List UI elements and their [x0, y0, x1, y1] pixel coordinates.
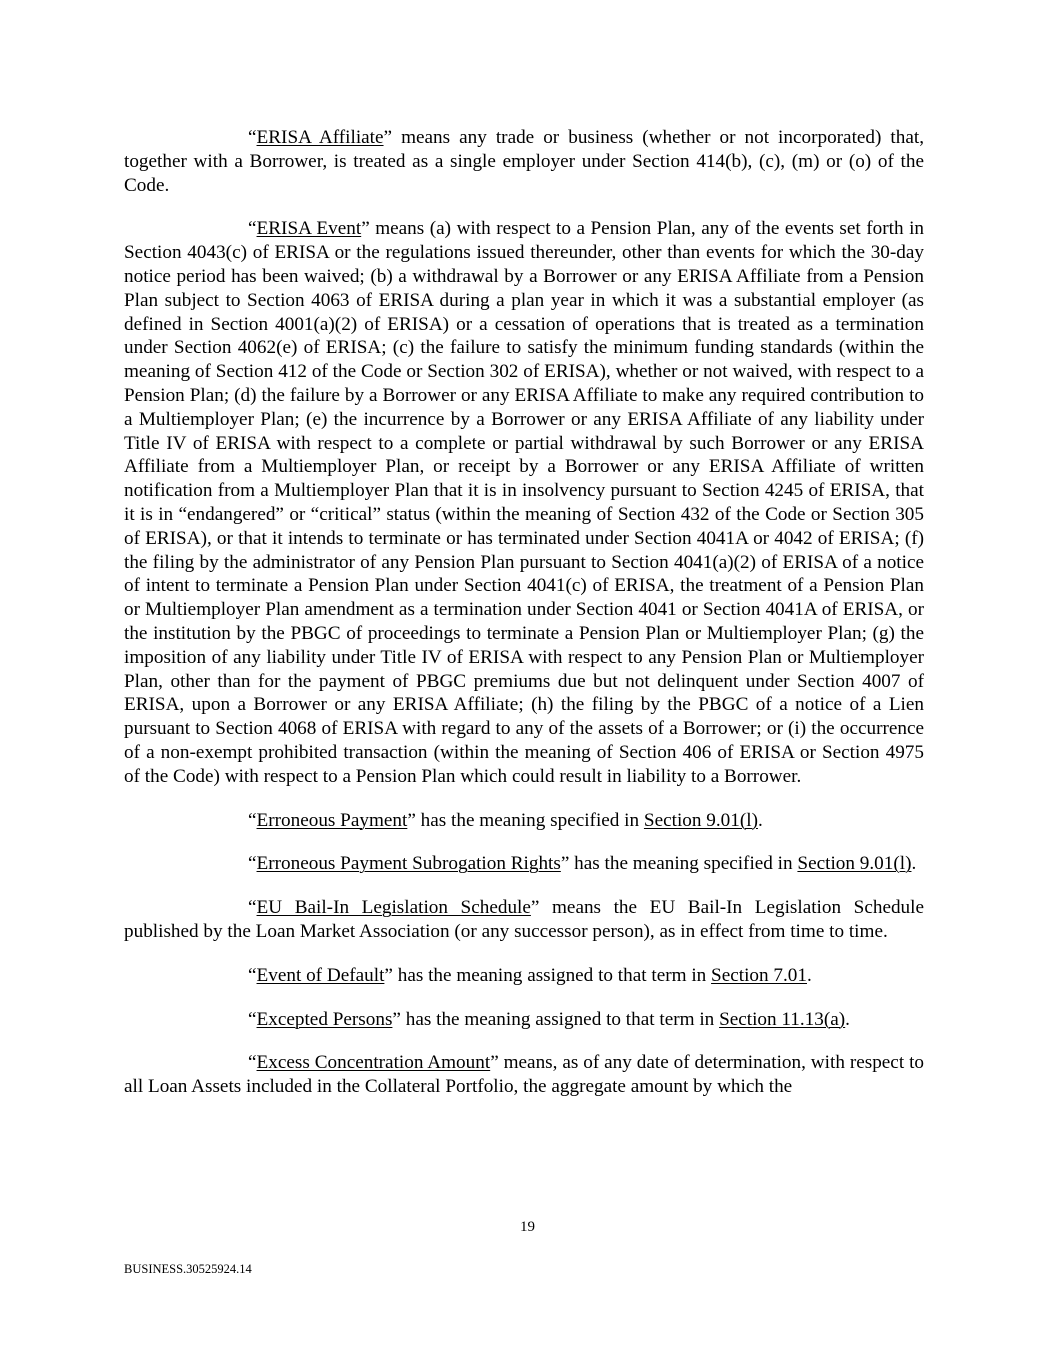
- definition-text: ” means any trade or business (whether or not incorporated) that, together with a Borrower, is treated as a single employer under Section 414(b), (c), (m) or (o) of the Code.: [124, 127, 924, 196]
- definition-text-end: .: [806, 964, 812, 986]
- defined-term: Excepted Persons: [256, 1008, 393, 1030]
- definition-text: ” has the meaning assigned to that term in: [384, 964, 712, 986]
- document-id: BUSINESS.30525924.14: [124, 1262, 252, 1276]
- page-number: 19: [520, 1219, 535, 1235]
- definition-erroneous-payment: “Erroneous Payment” has the meaning specified in Section 9.01(l).: [248, 809, 763, 831]
- definition-erisa-affiliate: “ERISA Affiliate” means any trade or business (whether or not incorporated) that, together with a Borrower, is treated as a single employer under Section 414(b), (c), (m) or (o) of the Code.: [124, 127, 924, 196]
- definition-text: ” has the meaning specified in: [407, 809, 644, 831]
- defined-term: Event of Default: [256, 964, 385, 986]
- definition-text-end: .: [845, 1008, 850, 1030]
- definition-erroneous-payment-subrogation-rights: “Erroneous Payment Subrogation Rights” has the meaning specified in Section 9.01(l).: [248, 853, 917, 875]
- section-reference: Section 7.01: [711, 964, 807, 986]
- definition-excess-concentration-amount: “Excess Concentration Amount” means, as of any date of determination, with respect to all Loan Assets included in the Collateral Portfolio, the aggregate amount by which the: [124, 1052, 924, 1098]
- definition-text: ” means the EU Bail-In Legislation Schedule published by the Loan Market Association (or any successor person), as in effect from time to time.: [124, 897, 924, 942]
- defined-term: ERISA Affiliate: [256, 127, 384, 148]
- defined-term: Erroneous Payment: [256, 809, 408, 831]
- defined-term: Erroneous Payment Subrogation Rights: [256, 853, 561, 875]
- definition-text: ” has the meaning assigned to that term in: [392, 1008, 720, 1030]
- definition-text: ” has the meaning specified in: [560, 853, 798, 875]
- definition-erisa-event: “ERISA Event” means (a) with respect to a Pension Plan, any of the events set forth in Section 4043(c) of ERISA or the regulations issued thereunder, other than events for which the 30-day notice period has been waived; (b) a withdrawal by a Borrower or any ERISA Affiliate from a Pension Plan subject to Section 4063 of ERISA during a plan year in which it was a substantial employer (as defined in Section 4001(a)(2) of ERISA) or a cessation of operations that is treated as a termination under Section 4062(e) of ERISA; (c) the failure to satisfy the minimum funding standards (within the meaning of Section 412 of the Code or Section 302 of ERISA), whether or not waived, with respect to a Pension Plan; (d) the failure by a Borrower or any ERISA Affiliate to make any required contribution to a Multiemployer Plan; (e) the incurrence by a Borrower or any ERISA Affiliate of any liability under Title IV of ERISA with respect to a complete or partial withdrawal by such Borrower or any ERISA Affiliate from a Multiemployer Plan, or receipt by a Borrower or any ERISA Affiliate of written notification from a Multiemployer Plan that it is in insolvency pursuant to Section 4245 of ERISA, that it is in “endangered” or “critical” status (within the meaning of Section 432 of the Code or Section 305 of ERISA), or that it intends to terminate or has terminated under Section 4041A or 4042 of ERISA; (f) the filing by the administrator of any Pension Plan pursuant to Section 4041(a)(2) of ERISA of a notice of intent to terminate a Pension Plan under Section 4041(c) of ERISA, the treatment of a Pension Plan or Multiemployer Plan amendment as a termination under Section 4041 or Section 4041A of ERISA, or the institution by the PBGC of proceedings to terminate a Pension Plan or Multiemployer Plan; (g) the imposition of any liability under Title IV of ERISA with respect to any Pension Plan or Multiemployer Plan, other than for the payment of PBGC premiums due but not delinquent under Section 4007 of ERISA, upon a Borrower or any ERISA Affiliate; (h) the filing by the PBGC of a notice of a Lien pursuant to Section 4068 of ERISA with regard to any of the assets of a Borrower; or (i) the occurrence of a non-exempt prohibited transaction (within the meaning of Section 406 of ERISA or Section 4975 of the Code) with respect to a Pension Plan which could result in liability to a Borrower.: [124, 218, 924, 787]
- section-reference: Section 9.01(l): [643, 809, 758, 831]
- definition-text: ” means (a) with respect to a Pension Plan, any of the events set forth in Section 4043(c) of ERISA or the regulations issued thereunder, other than events for which the 30-day notice period has been waived; (b) a withdrawal by a Borrower or any ERISA Affiliate from a Pension Plan subject to Section 4063 of ERISA during a plan year in which it was a substantial employer (as defined in Section 4001(a)(2) of ERISA) or a cessation of operations that is treated as a termination under Section 4062(e) of ERISA; (c) the failure to satisfy the minimum funding standards (within the meaning of Section 412 of the Code or Section 302 of ERISA), whether or not waived, with respect to a Pension Plan; (d) the failure by a Borrower or any ERISA Affiliate to make any required contribution to a Multiemployer Plan; (e) the incurrence by a Borrower or any ERISA Affiliate of any liability under Title IV of ERISA with respect to a complete or partial withdrawal by such Borrower or any ERISA Affiliate from a Multiemployer Plan, or receipt by a Borrower or any ERISA Affiliate of written notification from a Multiemployer Plan that it is in insolvency pursuant to Section 4245 of ERISA, that it is in “endangered” or “critical” status (within the meaning of Section 432 of the Code or Section 305 of ERISA), or that it intends to terminate or has terminated under Section 4041A or 4042 of ERISA; (f) the filing by the administrator of any Pension Plan pursuant to Section 4041(a)(2) of ERISA of a notice of intent to terminate a Pension Plan under Section 4041(c) of ERISA, the treatment of a Pension Plan or Multiemployer Plan amendment as a termination under Section 4041 or Section 4041A of ERISA, or the institution by the PBGC of proceedings to terminate a Pension Plan or Multiemployer Plan; (g) the imposition of any liability under Title IV of ERISA with respect to any Pension Plan or Multiemployer Plan, other than for the payment of PBGC premiums due but not delinquent under Section 4007 of ERISA, upon a Borrower or any ERISA Affiliate; (h) the filing by the PBGC of a notice of a Lien pursuant to Section 4068 of ERISA with regard to any of the assets of a Borrower; or (i) the occurrence of a non-exempt prohibited transaction (within the meaning of Section 406 of ERISA or Section 4975 of the Code) with respect to a Pension Plan which could result in liability to a Borrower.: [124, 218, 924, 787]
- definition-event-of-default: “Event of Default” has the meaning assigned to that term in Section 7.01.: [248, 964, 812, 986]
- defined-term: EU Bail-In Legislation Schedule: [256, 897, 531, 919]
- defined-term: ERISA Event: [256, 218, 362, 240]
- section-reference: Section 11.13(a): [719, 1008, 846, 1030]
- definition-eu-bail-in-legislation-schedule: “EU Bail-In Legislation Schedule” means the EU Bail-In Legislation Schedule published by the Loan Market Association (or any successor person), as in effect from time to time.: [124, 897, 924, 942]
- definition-text: ” means, as of any date of determination, with respect to all Loan Assets included in the Collateral Portfolio, the aggregate amount by which the: [124, 1052, 924, 1098]
- section-reference: Section 9.01(l): [797, 853, 912, 875]
- definition-text-end: .: [757, 809, 763, 831]
- defined-term: Excess Concentration Amount: [256, 1052, 491, 1074]
- definition-text-end: .: [911, 853, 917, 875]
- definition-excepted-persons: “Excepted Persons” has the meaning assigned to that term in Section 11.13(a).: [248, 1008, 850, 1030]
- document-body: [124, 126, 924, 1119]
